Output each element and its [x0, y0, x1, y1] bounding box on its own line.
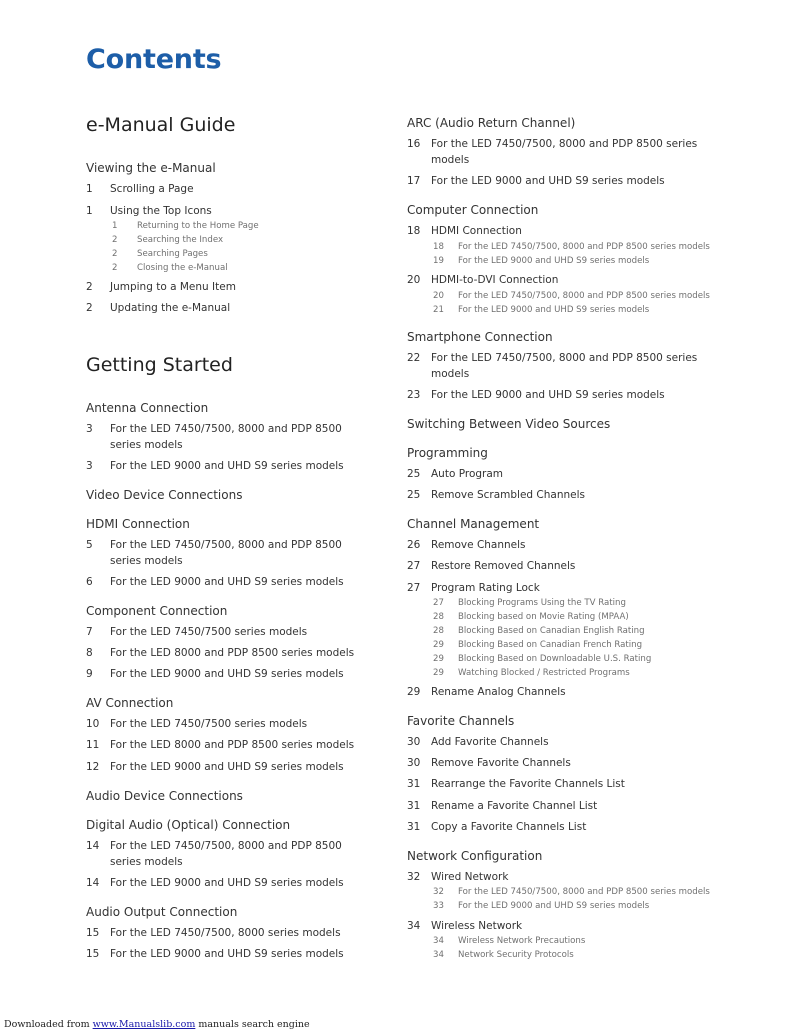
toc-item[interactable]: [407, 869, 737, 885]
entry-title: For the LED 9000 and UHD S9 series models: [110, 877, 344, 889]
page-number: 17: [407, 175, 421, 187]
entry-title: Blocking Programs Using the TV Rating: [458, 598, 626, 608]
entry-title: Remove Favorite Channels: [431, 757, 571, 769]
page-number: 32: [407, 871, 421, 883]
entry-title: Add Favorite Channels: [431, 736, 549, 748]
toc-subitem[interactable]: [407, 653, 737, 667]
toc-item[interactable]: [86, 946, 376, 962]
entry-title: Wireless Network: [431, 920, 523, 932]
page-number: 31: [407, 778, 421, 790]
entry-title: For the LED 9000 and UHD S9 series models: [110, 576, 344, 588]
section-heading[interactable]: Favorite Channels: [407, 714, 515, 728]
entry-title: For the LED 7450/7500, 8000 and PDP 8500 series models: [110, 840, 342, 868]
toc-item[interactable]: [86, 737, 376, 753]
entry-title: For the LED 7450/7500, 8000 and PDP 8500 series models: [458, 291, 710, 301]
page-number: 3: [86, 423, 93, 435]
entry-title: Scrolling a Page: [110, 183, 194, 195]
entry-title: For the LED 9000 and UHD S9 series models: [458, 256, 650, 266]
entry-title: For the LED 7450/7500, 8000 and PDP 8500 series models: [110, 423, 342, 451]
page-number: 2: [86, 302, 93, 314]
page-number: 25: [407, 468, 421, 480]
section-heading[interactable]: Digital Audio (Optical) Connection: [86, 818, 291, 832]
toc-subitem[interactable]: [407, 597, 737, 611]
page-number: 28: [433, 626, 444, 636]
page-number: 29: [433, 654, 444, 664]
toc-item[interactable]: [86, 181, 376, 197]
page-number: 10: [86, 718, 100, 730]
entry-title: For the LED 7450/7500, 8000 and PDP 8500 series models: [110, 539, 342, 567]
page-number: 15: [86, 948, 100, 960]
entry-title: HDMI Connection: [431, 225, 522, 237]
toc-item[interactable]: [86, 421, 376, 453]
toc-item[interactable]: [407, 350, 737, 382]
toc-item[interactable]: [86, 203, 376, 219]
section-heading[interactable]: Switching Between Video Sources: [407, 417, 611, 431]
page-number: 32: [433, 887, 444, 897]
toc-subitem[interactable]: [407, 304, 737, 318]
page-number: 23: [407, 389, 421, 401]
page-number: 15: [86, 927, 100, 939]
section-heading[interactable]: Audio Output Connection: [86, 905, 238, 919]
page-number: 29: [433, 668, 444, 678]
entry-title: For the LED 7450/7500, 8000 and PDP 8500 series models: [431, 352, 698, 380]
toc-item[interactable]: [407, 819, 737, 835]
entry-title: Wired Network: [431, 871, 509, 883]
entry-title: Returning to the Home Page: [137, 221, 259, 231]
toc-item[interactable]: [86, 838, 376, 870]
entry-title: For the LED 8000 and PDP 8500 series models: [110, 647, 355, 659]
toc-subitem[interactable]: [407, 667, 737, 681]
entry-title: Closing the e-Manual: [137, 263, 228, 273]
toc-item[interactable]: [86, 666, 376, 682]
footer-suffix: manuals search engine: [195, 1019, 310, 1030]
page-number: 20: [407, 274, 421, 286]
toc-item[interactable]: [86, 645, 376, 661]
section-heading[interactable]: Video Device Connections: [86, 488, 243, 502]
entry-title: For the LED 7450/7500 series models: [110, 626, 308, 638]
entry-title: For the LED 7450/7500, 8000 and PDP 8500 series models: [458, 242, 710, 252]
page-number: 31: [407, 800, 421, 812]
toc-subitem[interactable]: [407, 949, 737, 963]
page-number: 19: [433, 256, 444, 266]
toc-subitem[interactable]: [407, 611, 737, 625]
toc-item[interactable]: [407, 918, 737, 934]
toc-item[interactable]: [407, 136, 737, 168]
toc-item[interactable]: [407, 223, 737, 239]
page-number: 34: [407, 920, 421, 932]
toc-subitem[interactable]: [407, 625, 737, 639]
toc-item[interactable]: [86, 759, 376, 775]
toc-item[interactable]: [86, 574, 376, 590]
entry-title: For the LED 7450/7500, 8000 and PDP 8500 series models: [431, 138, 698, 166]
page-number: 8: [86, 647, 93, 659]
toc-subitem[interactable]: [407, 935, 737, 949]
entry-title: Network Security Protocols: [458, 950, 574, 960]
footer-link[interactable]: www.Manualslib.com: [92, 1019, 196, 1030]
entry-title: For the LED 9000 and UHD S9 series models: [110, 761, 344, 773]
entry-title: Jumping to a Menu Item: [110, 281, 236, 293]
entry-title: For the LED 7450/7500, 8000 series models: [110, 927, 341, 939]
entry-title: For the LED 9000 and UHD S9 series models: [431, 175, 665, 187]
entry-title: Updating the e-Manual: [110, 302, 231, 314]
toc-item[interactable]: [407, 466, 737, 482]
page-title: Contents: [86, 44, 222, 75]
page-number: 34: [433, 950, 444, 960]
entry-title: HDMI-to-DVI Connection: [431, 274, 559, 286]
page-number: 25: [407, 489, 421, 501]
entry-title: Rename Analog Channels: [431, 686, 566, 698]
toc-subitem[interactable]: [407, 290, 737, 304]
toc-item[interactable]: [407, 734, 737, 750]
section-heading[interactable]: Channel Management: [407, 517, 540, 531]
page-number: 18: [433, 242, 444, 252]
page-number: 18: [407, 225, 421, 237]
entry-title: Program Rating Lock: [431, 582, 540, 594]
page-number: 14: [86, 840, 100, 852]
page-number: 14: [86, 877, 100, 889]
toc-item[interactable]: [407, 684, 737, 700]
entry-title: Copy a Favorite Channels List: [431, 821, 587, 833]
toc-subitem[interactable]: [407, 900, 737, 914]
entry-title: Remove Channels: [431, 539, 526, 551]
toc-item[interactable]: [86, 925, 376, 941]
page-number: 21: [433, 305, 444, 315]
toc-subitem[interactable]: [407, 255, 737, 269]
toc-item[interactable]: [86, 300, 376, 316]
entry-title: Remove Scrambled Channels: [431, 489, 585, 501]
toc-subitem[interactable]: [407, 639, 737, 653]
section-heading[interactable]: Antenna Connection: [86, 401, 209, 415]
page-number: 2: [112, 249, 118, 259]
entry-title: Rename a Favorite Channel List: [431, 800, 598, 812]
page-number: 2: [112, 263, 118, 273]
toc-item[interactable]: [407, 755, 737, 771]
toc-item[interactable]: [407, 387, 737, 403]
toc-subitem[interactable]: [86, 234, 376, 248]
entry-title: Watching Blocked / Restricted Programs: [458, 668, 630, 678]
page-number: 5: [86, 539, 93, 551]
chapter-heading: e-Manual Guide: [86, 114, 236, 136]
page-number: 29: [407, 686, 421, 698]
page-number: 7: [86, 626, 93, 638]
page-number: 16: [407, 138, 421, 150]
page-number: 30: [407, 736, 421, 748]
section-heading[interactable]: HDMI Connection: [86, 517, 190, 531]
page-number: 29: [433, 640, 444, 650]
entry-title: For the LED 9000 and UHD S9 series models: [110, 668, 344, 680]
entry-title: Wireless Network Precautions: [458, 936, 586, 946]
toc-item[interactable]: [407, 272, 737, 288]
page-number: 33: [433, 901, 444, 911]
entry-title: For the LED 9000 and UHD S9 series models: [458, 901, 650, 911]
entry-title: Blocking based on Movie Rating (MPAA): [458, 612, 629, 622]
section-heading[interactable]: Viewing the e-Manual: [86, 161, 216, 175]
page-number: 34: [433, 936, 444, 946]
page-number: 2: [86, 281, 93, 293]
entry-title: Searching the Index: [137, 235, 224, 245]
section-heading[interactable]: ARC (Audio Return Channel): [407, 116, 576, 130]
toc-item[interactable]: [407, 487, 737, 503]
toc-item[interactable]: [86, 458, 376, 474]
toc-item[interactable]: [407, 558, 737, 574]
entry-title: Using the Top Icons: [110, 205, 212, 217]
entry-title: Blocking Based on Canadian English Rating: [458, 626, 645, 636]
toc-item[interactable]: [407, 580, 737, 596]
toc-item[interactable]: [86, 624, 376, 640]
page-number: 3: [86, 460, 93, 472]
section-heading[interactable]: AV Connection: [86, 696, 174, 710]
entry-title: Rearrange the Favorite Channels List: [431, 778, 625, 790]
entry-title: For the LED 9000 and UHD S9 series models: [110, 948, 344, 960]
entry-title: Blocking Based on Downloadable U.S. Rating: [458, 654, 652, 664]
footer: [4, 1019, 310, 1030]
toc-subitem[interactable]: [407, 886, 737, 900]
toc-item[interactable]: [407, 537, 737, 553]
entry-title: Restore Removed Channels: [431, 560, 576, 572]
page-number: 12: [86, 761, 100, 773]
toc-item[interactable]: [86, 875, 376, 891]
page-number: 28: [433, 612, 444, 622]
toc-subitem[interactable]: [407, 241, 737, 255]
entry-title: For the LED 9000 and UHD S9 series models: [431, 389, 665, 401]
footer-prefix: Downloaded from: [4, 1019, 93, 1030]
entry-title: For the LED 8000 and PDP 8500 series models: [110, 739, 355, 751]
toc-item[interactable]: [407, 776, 737, 792]
page-number: 30: [407, 757, 421, 769]
entry-title: Blocking Based on Canadian French Rating: [458, 640, 643, 650]
page-number: 26: [407, 539, 421, 551]
entry-title: For the LED 9000 and UHD S9 series models: [110, 460, 344, 472]
toc-item[interactable]: [86, 279, 376, 295]
toc-item[interactable]: [86, 716, 376, 732]
page-number: 11: [86, 739, 100, 751]
toc-item[interactable]: [407, 798, 737, 814]
toc-item[interactable]: [86, 537, 376, 569]
entry-title: For the LED 7450/7500 series models: [110, 718, 308, 730]
page-number: 1: [86, 205, 93, 217]
chapter-heading: Getting Started: [86, 354, 233, 376]
page-number: 20: [433, 291, 444, 301]
section-heading[interactable]: Network Configuration: [407, 849, 543, 863]
toc-subitem[interactable]: [86, 262, 376, 276]
page-number: 2: [112, 235, 118, 245]
section-heading[interactable]: Programming: [407, 446, 488, 460]
toc-subitem[interactable]: [86, 220, 376, 234]
page-number: 27: [407, 560, 421, 572]
section-heading[interactable]: Audio Device Connections: [86, 789, 243, 803]
section-heading[interactable]: Smartphone Connection: [407, 330, 553, 344]
page-number: 27: [407, 582, 421, 594]
toc-subitem[interactable]: [86, 248, 376, 262]
page-number: 22: [407, 352, 421, 364]
entry-title: Auto Program: [431, 468, 504, 480]
page-number: 9: [86, 668, 93, 680]
section-heading[interactable]: Component Connection: [86, 604, 228, 618]
page-number: 6: [86, 576, 93, 588]
entry-title: For the LED 9000 and UHD S9 series models: [458, 305, 650, 315]
section-heading[interactable]: Computer Connection: [407, 203, 539, 217]
page-number: 27: [433, 598, 444, 608]
page-number: 31: [407, 821, 421, 833]
entry-title: Searching Pages: [137, 249, 208, 259]
page-number: 1: [86, 183, 93, 195]
page-number: 1: [112, 221, 118, 231]
toc-item[interactable]: [407, 173, 737, 189]
entry-title: For the LED 7450/7500, 8000 and PDP 8500 series models: [458, 887, 710, 897]
